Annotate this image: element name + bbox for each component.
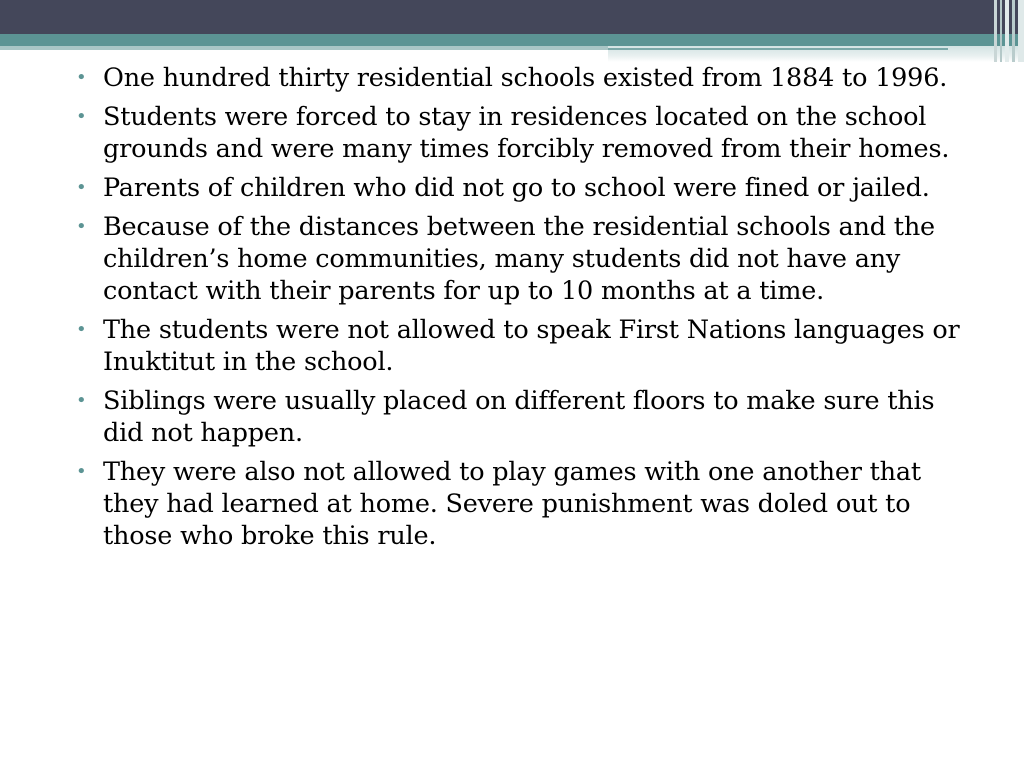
bullet-item <box>76 211 976 307</box>
header-stripe <box>1000 0 1002 62</box>
header-accent-line <box>608 48 948 50</box>
bullet-item <box>76 172 976 204</box>
header-band-teal <box>0 34 1024 46</box>
header-band-dark <box>0 0 1024 34</box>
bullet-item <box>76 456 976 552</box>
bullet-dot-icon: • <box>76 461 87 482</box>
bullet-dot-icon: • <box>76 319 87 340</box>
header-stripe <box>1012 0 1015 62</box>
bullet-dot-icon: • <box>76 106 87 127</box>
bullet-item <box>76 62 976 94</box>
bullet-text: Siblings were usually placed on different floors to make sure this did not happen. <box>103 386 935 448</box>
header-stripe <box>994 0 997 62</box>
bullet-text: One hundred thirty residential schools existed from 1884 to 1996. <box>103 63 948 93</box>
bullet-text: Students were forced to stay in residences located on the school grounds and were many times forcibly removed from their homes. <box>103 102 950 164</box>
bullet-text: Parents of children who did not go to school were fined or jailed. <box>103 173 930 203</box>
bullet-text: They were also not allowed to play games with one another that they had learned at home. Severe punishment was doled out to those who broke this rule. <box>103 457 921 551</box>
slide-content <box>76 62 976 559</box>
header-stripe <box>1005 0 1009 62</box>
bullet-dot-icon: • <box>76 67 87 88</box>
bullet-text: The students were not allowed to speak First Nations languages or Inuktitut in the school. <box>103 315 960 377</box>
bullet-item <box>76 385 976 449</box>
header-stripe <box>1018 0 1024 62</box>
bullet-text: Because of the distances between the residential schools and the children’s home communities, many students did not have any contact with their parents for up to 10 months at a time. <box>103 212 935 306</box>
bullet-dot-icon: • <box>76 216 87 237</box>
bullet-list <box>76 62 976 552</box>
bullet-dot-icon: • <box>76 390 87 411</box>
header-band-light-left <box>0 46 608 50</box>
bullet-item <box>76 314 976 378</box>
bullet-item <box>76 101 976 165</box>
bullet-dot-icon: • <box>76 177 87 198</box>
